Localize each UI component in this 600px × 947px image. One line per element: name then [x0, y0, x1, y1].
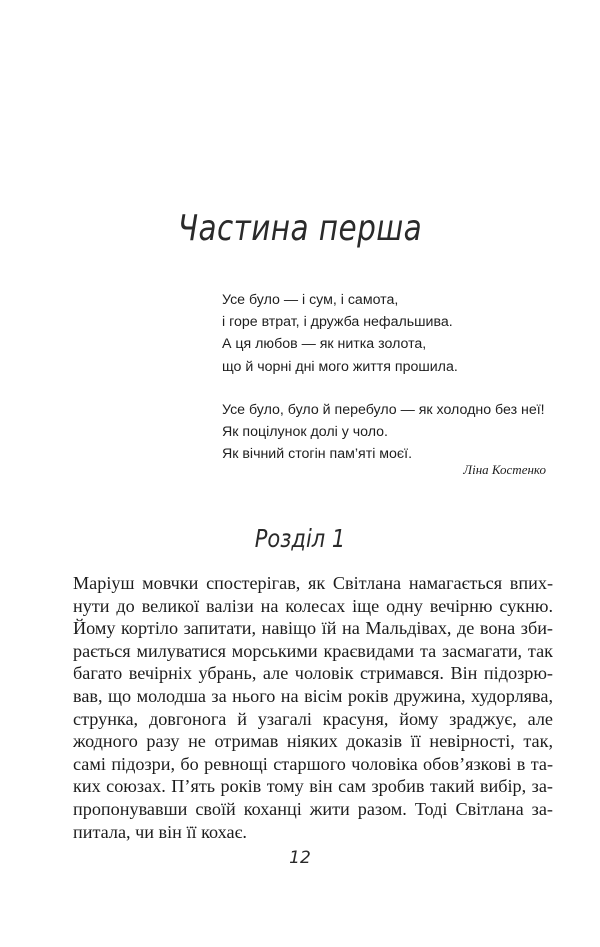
epigraph-author: Ліна Костенко — [463, 462, 546, 477]
body-line: питала, чи він її кохає. — [73, 821, 247, 842]
verse-line: що й чорні дні мого життя прошила. — [222, 358, 458, 375]
verse-line: А ця любов — як нитка золота, — [222, 336, 427, 353]
verse-line: Усе було — і сум, і самота, — [222, 292, 399, 308]
body-line: рається милуватися морськими краєвидами та засмагати, так — [73, 640, 553, 661]
body-line: пропонувавши своїй коханці жити разом. Тоді Світлана за- — [73, 798, 553, 819]
verse-line: Як поцілунок долі у чоло. — [222, 424, 388, 441]
part-title: Частина перша — [177, 208, 423, 249]
verse-line: Усе було, було й перебуло — як холодно без неї! — [222, 401, 545, 418]
body-paragraph — [73, 572, 553, 843]
verse-line: Як вічний стогін пам’яті моєї. — [222, 446, 413, 463]
epigraph-stanza-1 — [222, 289, 552, 378]
body-line: жодного разу не отримав ніяких доказів її невірності, так, — [73, 731, 553, 752]
body-line: Йому кортіло запитати, навіщо їй на Мальдівах, де вона зби- — [73, 618, 553, 639]
epigraph-stanza-2 — [222, 399, 552, 466]
body-line: вав, що молодша за нього на вісім років дружина, худорлява, — [73, 685, 553, 706]
body-line: багато вечірніх убрань, але чоловік стримався. Він підозрю- — [73, 663, 553, 684]
body-line: Маріуш мовчки спостерігав, як Світлана намагається впих- — [73, 573, 553, 593]
epigraph — [222, 289, 552, 465]
page-number: 12 — [289, 848, 311, 868]
body-line: струнка, довгонога й узагалі красуня, йому зраджує, але — [73, 708, 553, 729]
chapter-title: Розділ 1 — [254, 524, 346, 553]
verse-line: і горе втрат, і дружба нефальшива. — [222, 314, 453, 331]
body-line: самі підозри, бо ревнощі старшого чоловіка обов’язкові в та- — [73, 753, 553, 774]
body-line: ких союзах. П’ять років тому він сам зробив такий вибір, за- — [73, 776, 553, 797]
body-line: нути до великої валізи на колесах іще одну вечірню сукню. — [73, 595, 553, 616]
